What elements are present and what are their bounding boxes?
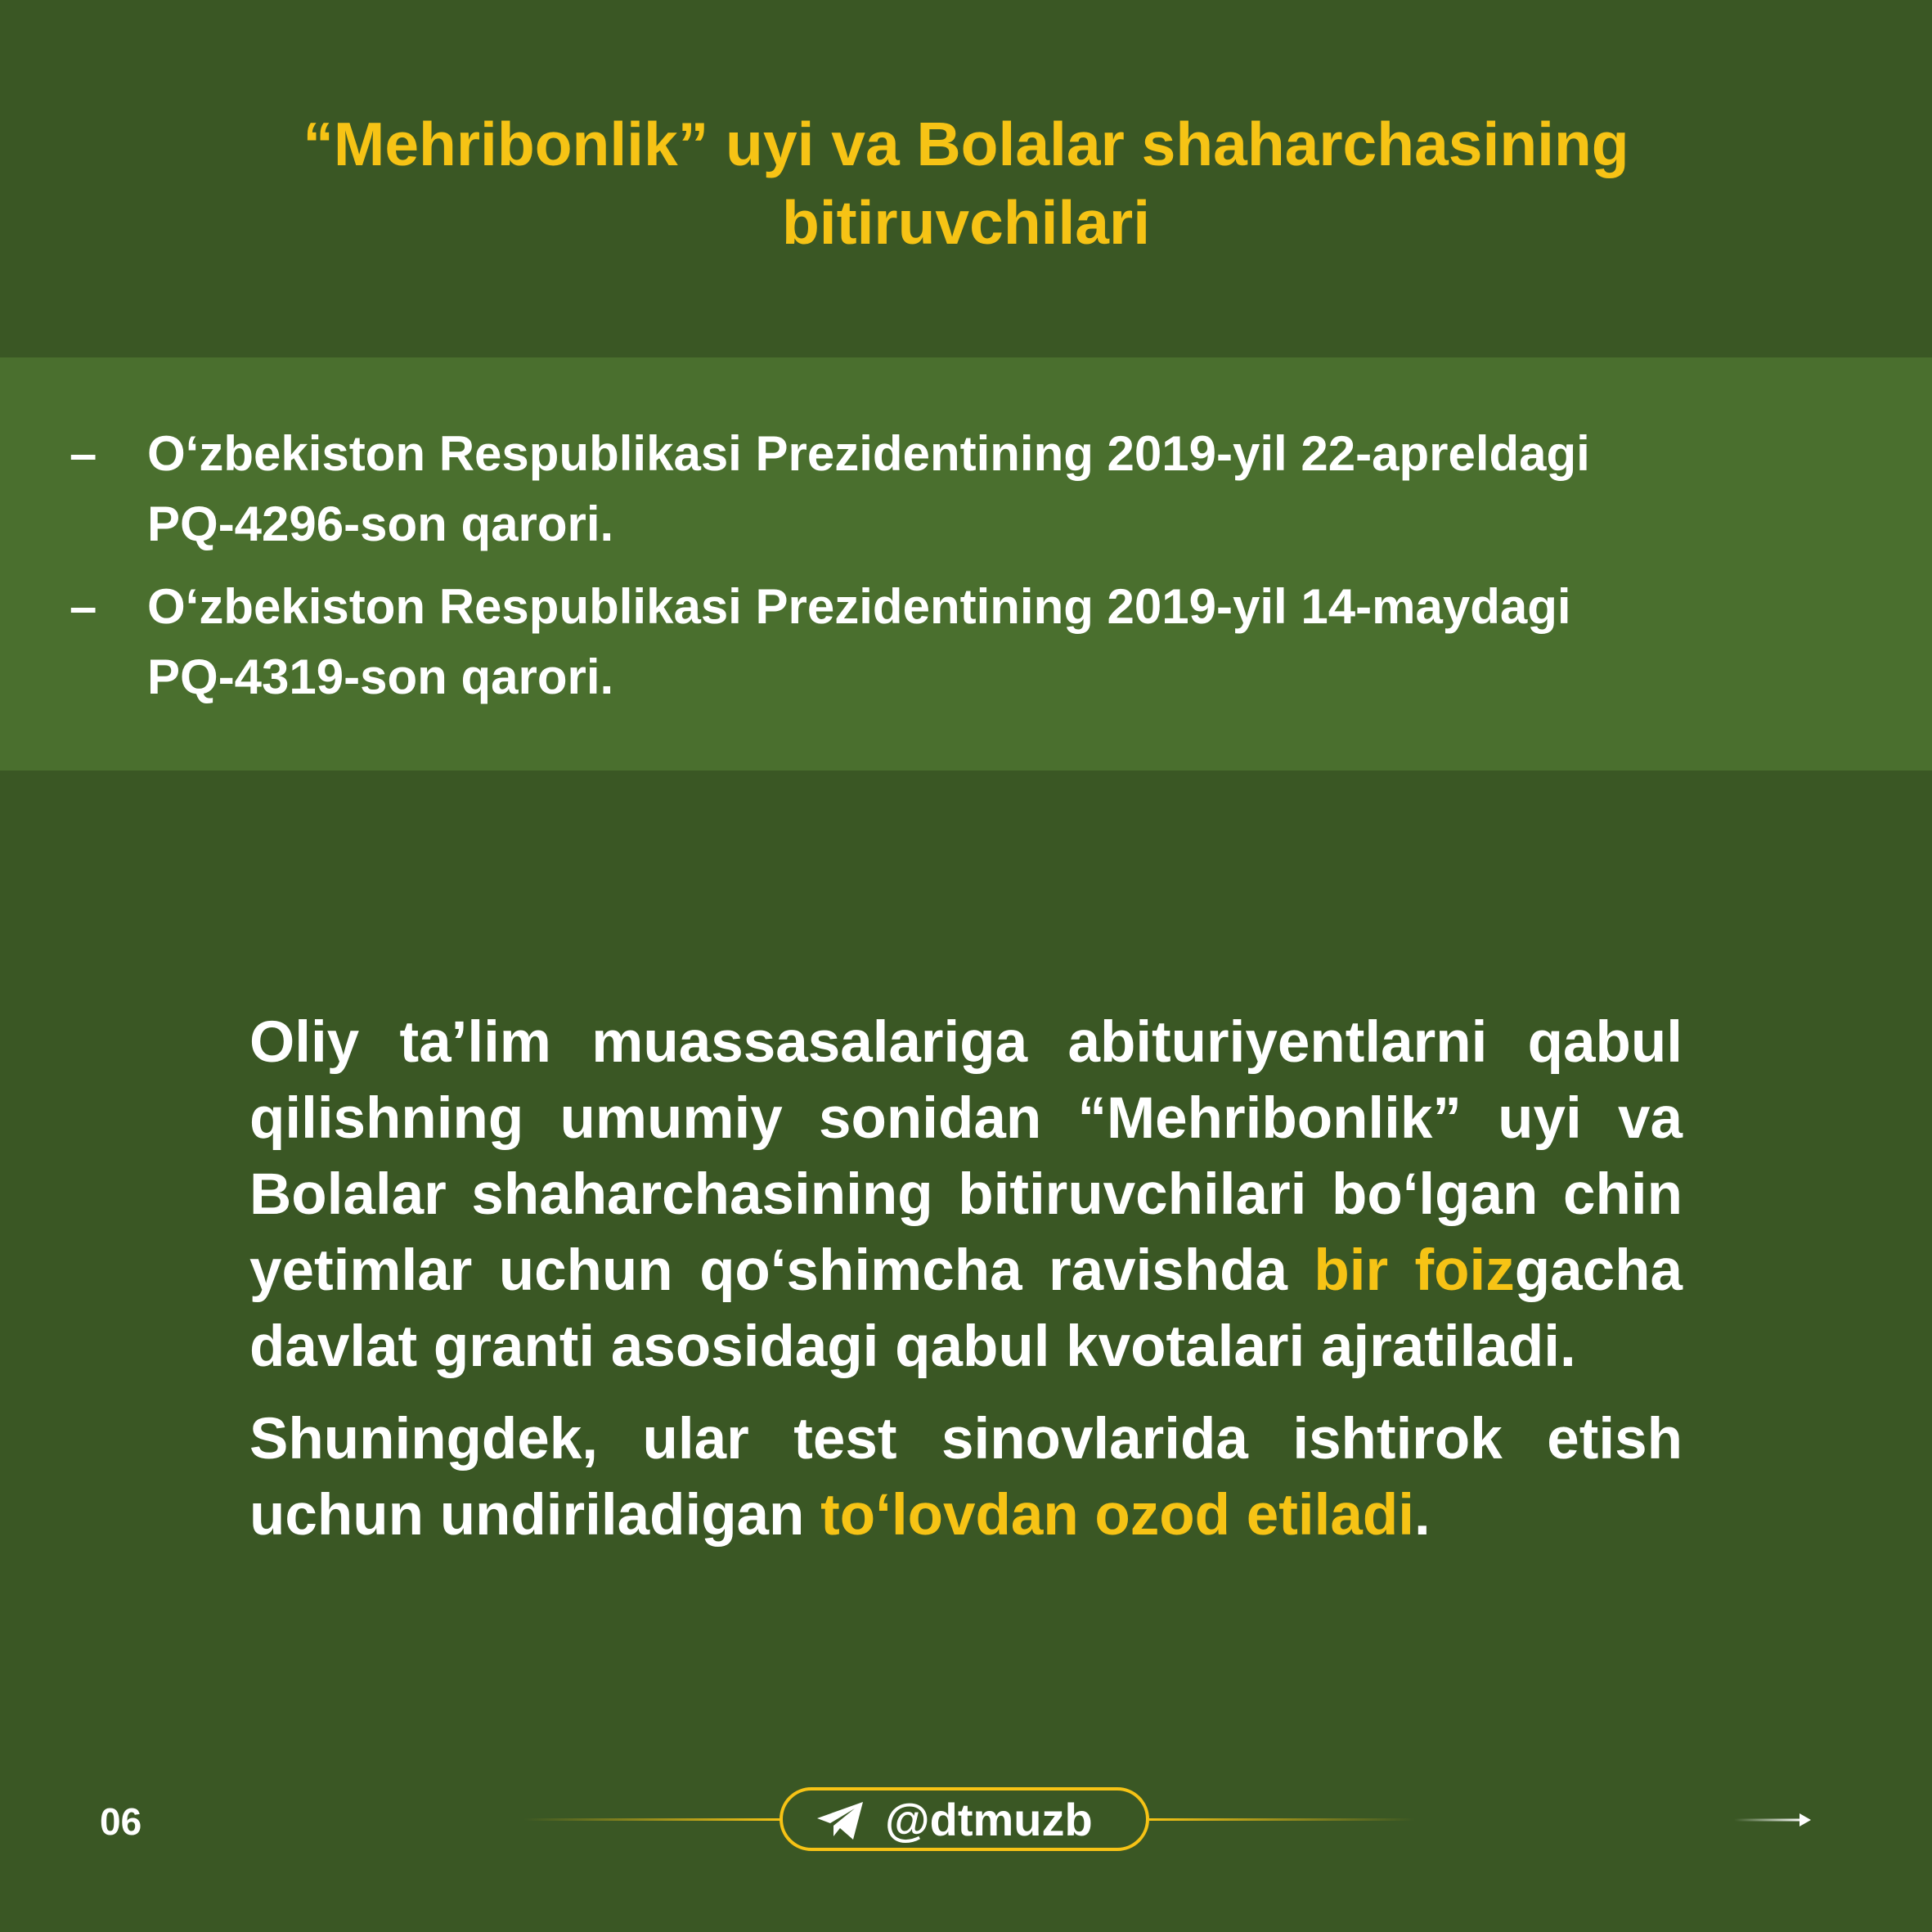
arrow-right-icon[interactable] — [1734, 1808, 1813, 1832]
body-paragraph-fee — [249, 1401, 1683, 1553]
telegram-handle-link[interactable] — [780, 1787, 1149, 1851]
telegram-handle: @dtmuzb — [885, 1794, 1093, 1845]
body-text: . — [1413, 1483, 1431, 1548]
legal-basis-item-text — [147, 419, 1783, 559]
highlight-text: toʻlovdan ozod etiladi — [820, 1483, 1414, 1548]
body-text: Shuningdek, ular test sinovlarida ishtirok etish uchun undiriladigan — [249, 1407, 1683, 1548]
list-dash: – — [70, 579, 97, 634]
footer-divider-left — [523, 1818, 781, 1821]
legal-basis-item-line-1: Oʻzbekiston Respublikasi Prezidentining 2019-yil 14-maydagi — [147, 579, 1571, 634]
page-number: 06 — [100, 1800, 142, 1843]
list-dash: – — [70, 426, 97, 481]
legal-basis-item-line-2: PQ-4296-son qarori. — [147, 496, 614, 551]
legal-basis-item-line-1: Oʻzbekiston Respublikasi Prezidentining 2019-yil 22-apreldagi — [147, 426, 1590, 481]
highlight-text: bir foiz — [1314, 1238, 1515, 1303]
body-text: gacha davlat granti asosidagi qabul kvotalari ajratiladi. — [249, 1238, 1683, 1379]
footer-divider-right — [1149, 1818, 1415, 1821]
page-title — [0, 105, 1932, 262]
title-line-1: “Mehribonlik” uyi va Bolalar shaharchasining — [303, 110, 1629, 178]
body-paragraph-quota — [249, 1004, 1683, 1385]
body-text: Oliy ta’lim muassasalariga abituriyentlarni qabul qilishning umumiy sonidan “Mehribonlik” uyi va Bolalar shaharchasining bitiruvchilari boʻlgan chin yetimlar uchun qoʻshimcha ravishda — [249, 1010, 1683, 1303]
legal-basis-item-text — [147, 572, 1783, 712]
title-line-2: bitiruvchilari — [781, 188, 1151, 257]
telegram-icon — [815, 1800, 866, 1841]
legal-basis-item-line-2: PQ-4319-son qarori. — [147, 649, 614, 704]
